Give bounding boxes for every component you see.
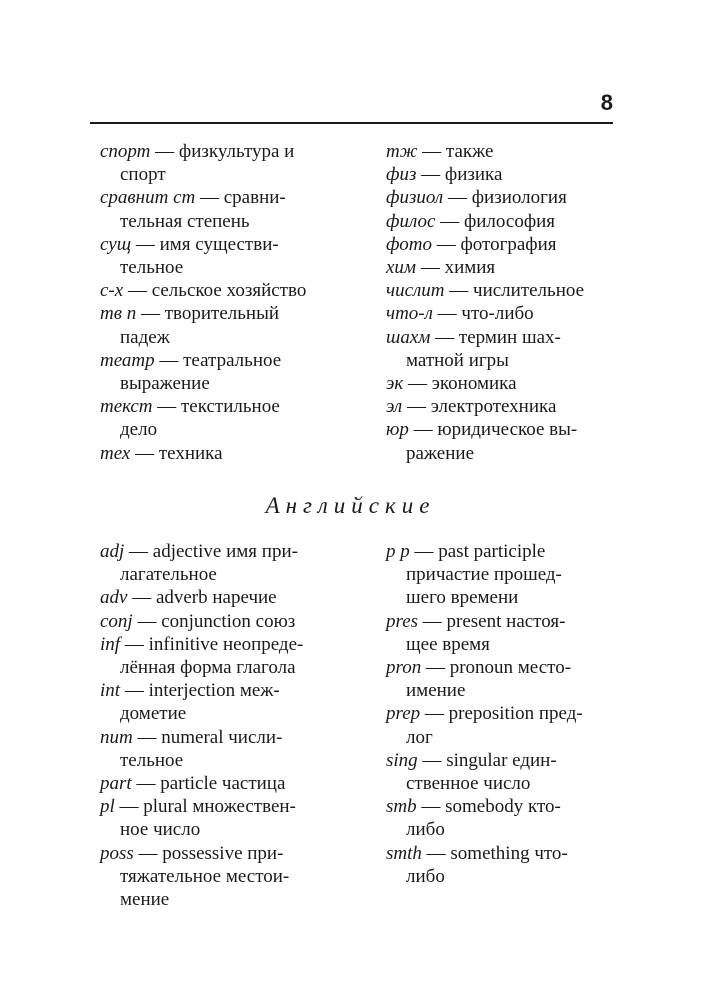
glossary-entry [386,163,626,186]
entry-continuation: лог [406,726,433,748]
glossary-entry [386,656,626,702]
entry-continuation: ное число [120,819,201,841]
glossary-entry [386,326,626,372]
entry-continuation: либо [406,819,445,841]
entry-abbreviation: шахм [386,326,431,348]
entry-definition: — экономика [403,373,517,395]
entry-continuation: дело [120,419,158,441]
entry-definition: — preposition пред- [420,703,583,725]
entry-abbreviation: inf [100,633,121,655]
entry-definition: — interjection меж- [120,680,280,702]
entry-abbreviation: тж [386,141,418,162]
entry-definition: — infinitive неопреде- [120,633,304,655]
entry-definition: — имя существи- [131,233,279,255]
entry-abbreviation: текст [100,396,153,418]
entry-abbreviation: тех [100,442,131,464]
entry-abbreviation: adj [100,541,125,562]
section-title: Английские [265,493,436,518]
entry-definition: — numeral числи- [132,726,283,748]
glossary-entry [386,302,626,325]
entry-abbreviation: pl [100,796,115,818]
entry-abbreviation: p p [386,541,410,562]
entry-abbreviation: фото [386,233,432,255]
entry-abbreviation: хим [386,257,417,279]
glossary-entry [386,256,626,279]
entry-abbreviation: prep [386,703,421,725]
entry-definition: — также [417,141,494,162]
entry-definition: — adjective имя при- [124,541,298,562]
entry-definition: — техника [130,442,223,464]
bottom-left-column [100,540,370,911]
bottom-right-column [386,540,626,888]
entry-definition: — conjunction союз [132,610,296,632]
glossary-entry [100,186,370,232]
entry-definition: — термин шах- [430,326,561,348]
entry-definition: — творительный [136,303,280,325]
entry-definition: — adverb наречие [127,587,277,609]
entry-abbreviation: театр [100,349,155,371]
entry-definition: — театральное [154,349,282,371]
entry-definition: — plural множествен- [114,796,296,818]
entry-abbreviation: poss [100,842,134,864]
entry-abbreviation: adv [100,587,128,609]
glossary-entry [100,842,370,912]
entry-continuation: ственное число [406,773,531,795]
glossary-entry [386,140,626,163]
glossary-entry [386,702,626,748]
entry-abbreviation: pres [386,610,419,632]
entry-abbreviation: num [100,726,133,748]
glossary-entry [100,795,370,841]
glossary-entry [100,772,370,795]
entry-continuation: щее время [406,633,490,655]
entry-continuation: лённая форма глагола [120,657,296,679]
glossary-entry [100,302,370,348]
entry-abbreviation: с-х [100,280,124,302]
entry-definition: — физкультура и [150,141,295,162]
entry-continuation: тельное [120,257,184,279]
entry-abbreviation: эк [386,373,404,395]
entry-continuation: тельная степень [120,210,250,232]
entry-abbreviation: сущ [100,233,132,255]
glossary-entry [386,210,626,233]
entry-definition: — физиология [443,187,567,209]
entry-continuation: тельное [120,749,184,771]
entry-abbreviation: smth [386,842,422,864]
glossary-entry [386,842,626,888]
entry-continuation: ражение [406,442,475,464]
entry-abbreviation: физиол [386,187,444,209]
glossary-entry [386,610,626,656]
glossary-entry [386,279,626,302]
glossary-entry [386,233,626,256]
entry-definition: — something что- [421,842,568,864]
entry-abbreviation: эл [386,396,403,418]
glossary-entry [386,418,626,464]
glossary-entry [100,610,370,633]
glossary-entry [100,586,370,609]
glossary-entry [100,395,370,441]
entry-abbreviation: филос [386,210,436,232]
entry-definition: — present настоя- [418,610,566,632]
page-number: 8 [600,90,613,115]
entry-definition: — particle частица [131,773,286,795]
top-right-column [386,140,626,465]
entry-abbreviation: спорт [100,141,151,162]
entry-definition: — somebody кто- [416,796,561,818]
glossary-entry [100,633,370,679]
glossary-entry [100,140,370,186]
entry-definition: — философия [435,210,556,232]
entry-abbreviation: тв п [100,303,137,325]
entry-abbreviation: физ [386,164,417,186]
entry-continuation: спорт [120,164,166,186]
header-rule [90,122,613,124]
glossary-entry [386,749,626,795]
glossary-entry [100,233,370,279]
entry-definition: — химия [416,257,496,279]
entry-definition: — сельское хозяйство [123,280,307,302]
entry-continuation: причастие прошед- шего времени [406,564,562,609]
entry-abbreviation: юр [386,419,409,441]
entry-continuation: лагательное [120,564,217,586]
entry-definition: — числительное [444,280,585,302]
entry-continuation: матной игры [406,349,509,371]
entry-definition: — pronoun место- [421,657,572,679]
glossary-entry [100,679,370,725]
entry-definition: — past participle [409,541,546,562]
entry-continuation: имение [406,680,466,702]
glossary-entry [386,372,626,395]
entry-continuation: либо [406,865,445,887]
entry-definition: — сравни- [195,187,286,209]
entry-continuation: тяжательное местои- мение [120,865,290,911]
glossary-entry [386,395,626,418]
glossary-entry [100,442,370,465]
glossary-entry [100,279,370,302]
entry-definition: — singular един- [417,749,557,771]
entry-definition: — физика [416,164,503,186]
entry-abbreviation: что-л [386,303,433,325]
entry-abbreviation: conj [100,610,133,632]
entry-continuation: падеж [120,326,170,348]
entry-abbreviation: числит [386,280,445,302]
entry-definition: — possessive при- [133,842,284,864]
entry-definition: — что-либо [432,303,534,325]
entry-abbreviation: сравнит ст [100,187,196,209]
entry-abbreviation: pron [386,657,422,679]
entry-abbreviation: int [100,680,121,702]
glossary-entry [386,540,626,610]
glossary-entry [100,726,370,772]
entry-definition: — электротехника [402,396,557,418]
entry-definition: — юридическое вы- [408,419,578,441]
glossary-entry [100,540,370,586]
glossary-entry [386,795,626,841]
entry-abbreviation: smb [386,796,417,818]
glossary-entry [100,349,370,395]
entry-abbreviation: part [100,773,132,795]
entry-continuation: дометие [120,703,187,725]
top-left-column [100,140,370,465]
entry-abbreviation: sing [386,749,418,771]
entry-continuation: выражение [120,373,210,395]
entry-definition: — фотография [431,233,557,255]
glossary-entry [386,186,626,209]
entry-definition: — текстильное [152,396,280,418]
